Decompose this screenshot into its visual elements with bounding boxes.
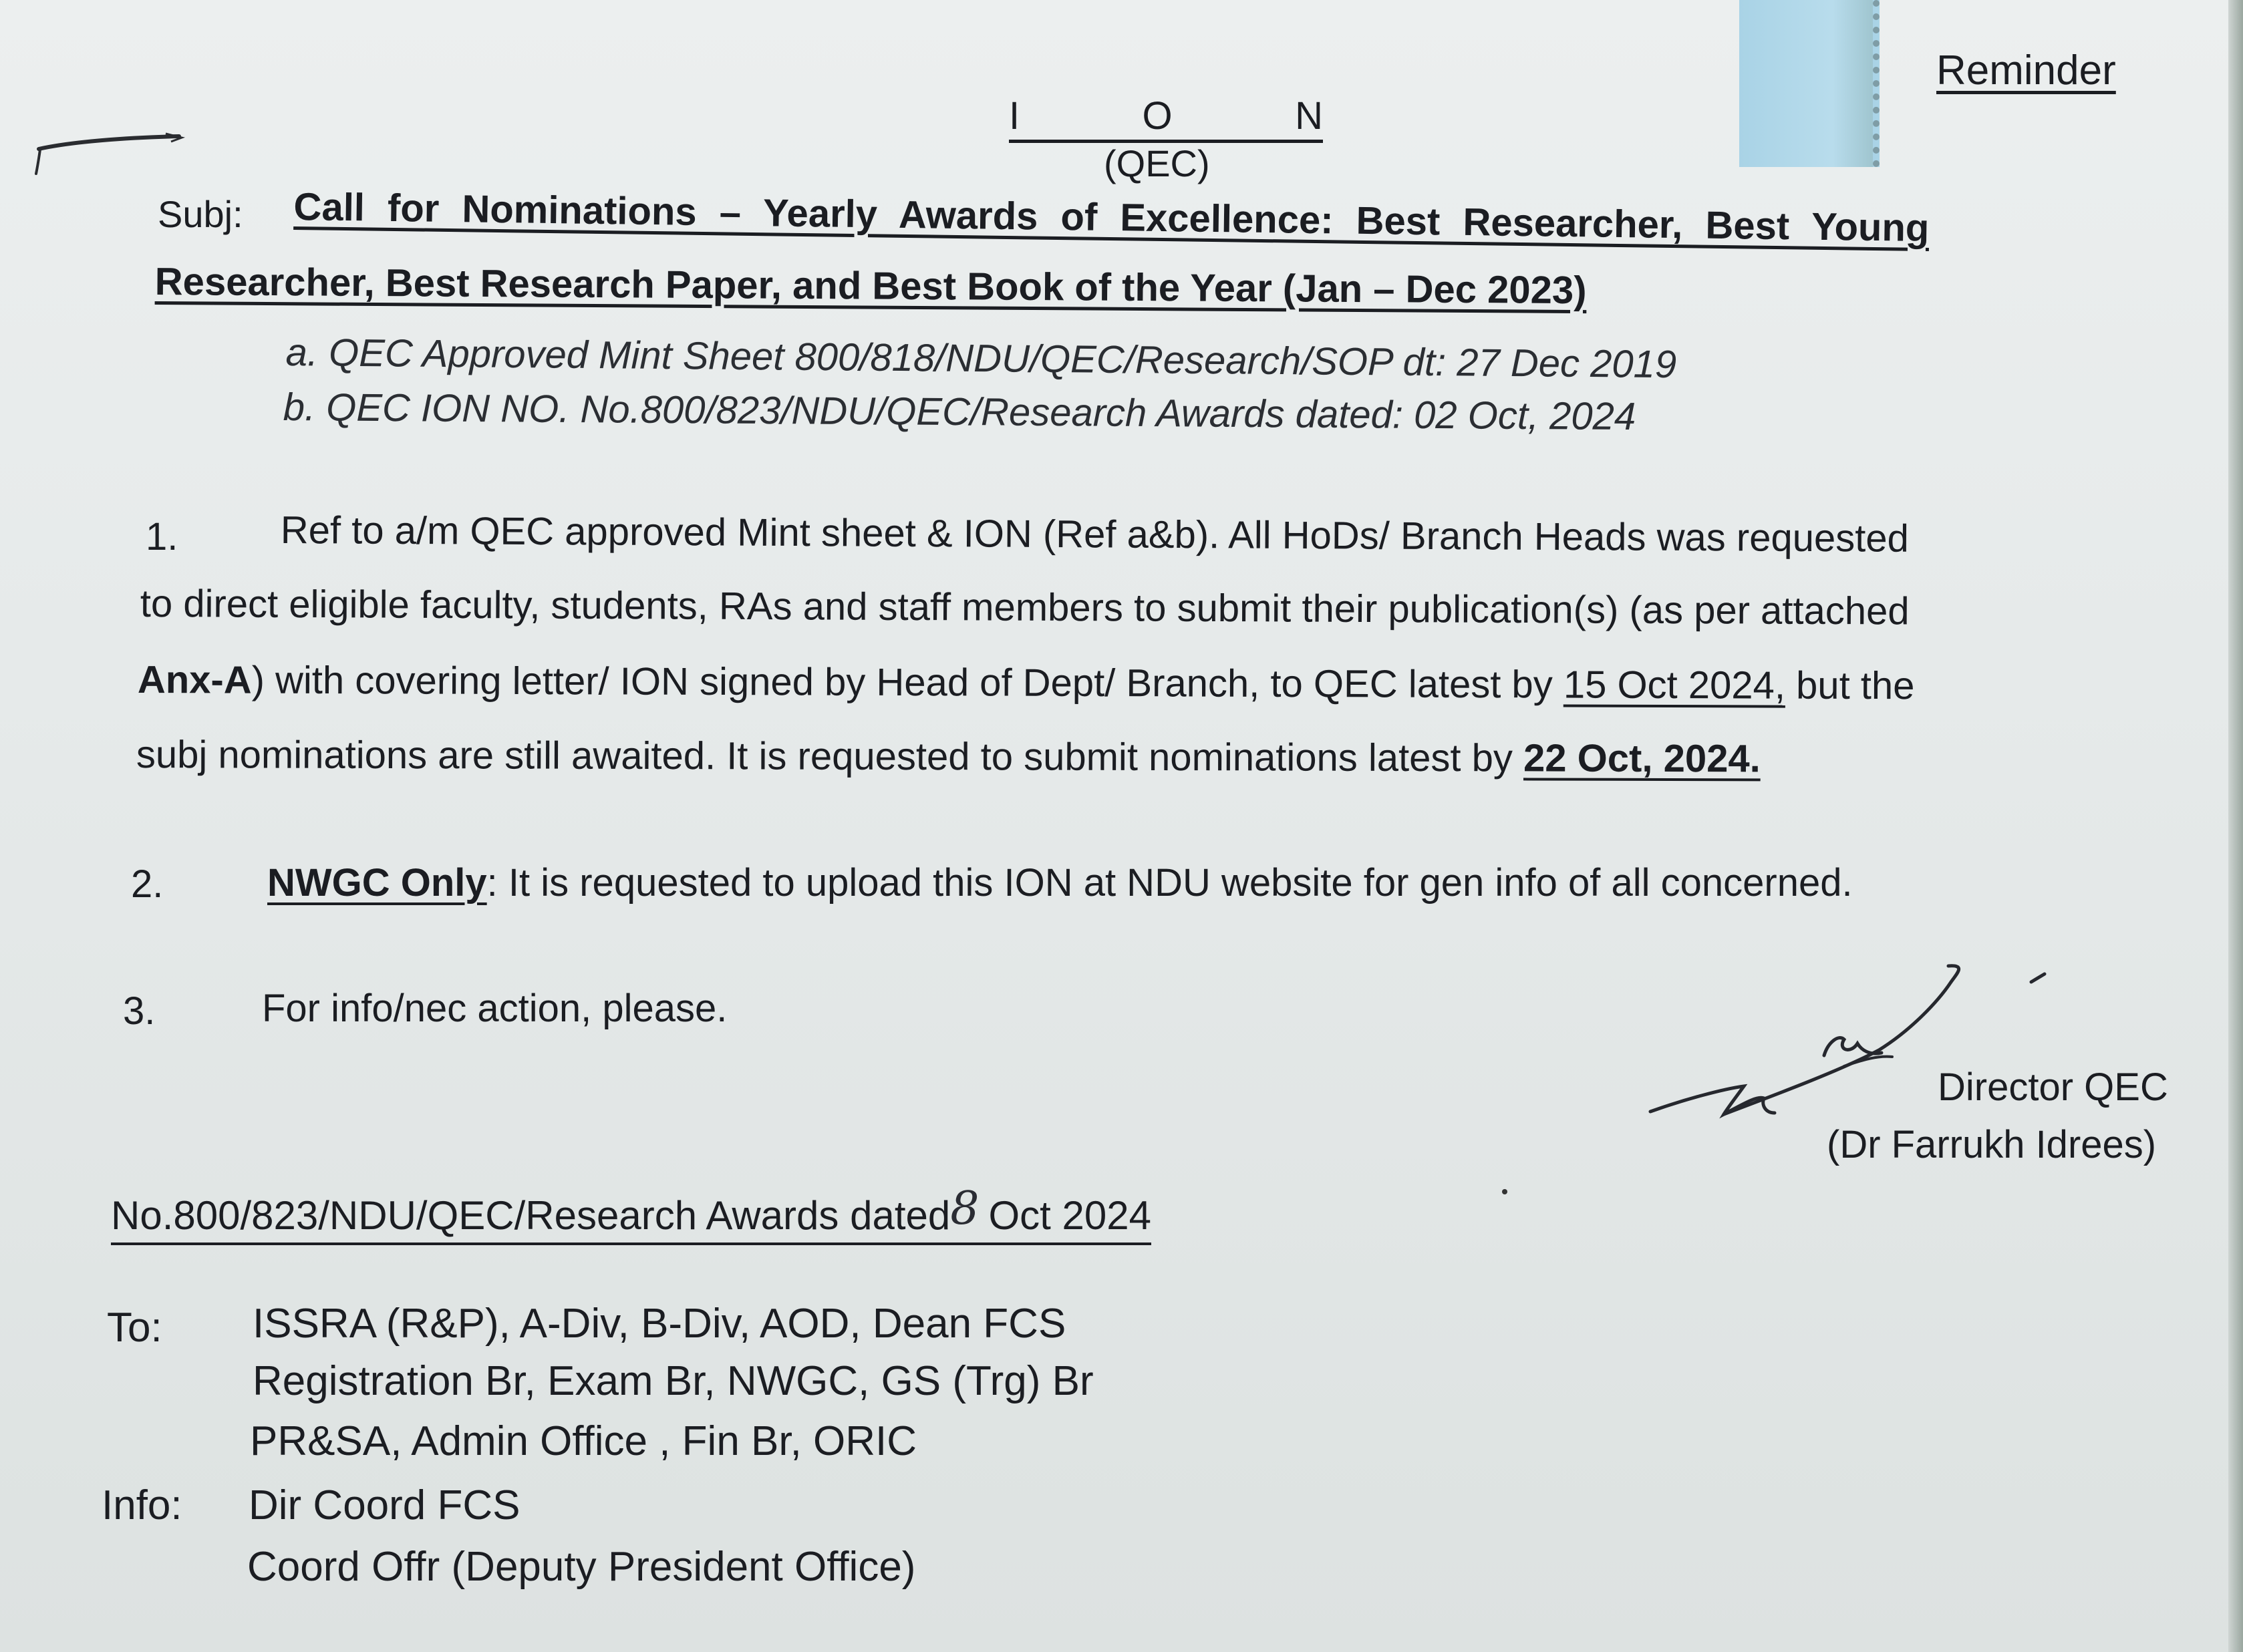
info-line-1: Dir Coord FCS	[249, 1482, 520, 1528]
annex-reference: Anx-A	[137, 658, 252, 702]
reminder-label: Reminder	[1936, 47, 2116, 94]
sticky-note	[1739, 0, 1880, 167]
paragraph-3-number: 3.	[123, 989, 156, 1033]
paragraph-1-number: 1.	[146, 515, 178, 558]
paragraph-1-line-4-text: subj nominations are still awaited. It is requested to submit nominations latest by	[136, 733, 1524, 780]
paragraph-2-number: 2.	[131, 862, 164, 906]
reference-number-suffix: Oct 2024	[988, 1193, 1151, 1238]
paragraph-1-line-3	[138, 657, 1915, 708]
reference-number-prefix: No.800/823/NDU/QEC/Research Awards dated	[111, 1193, 951, 1238]
to-line-2: Registration Br, Exam Br, NWGC, GS (Trg) Br	[253, 1358, 1094, 1404]
paragraph-2	[267, 860, 1853, 905]
subject-label: Subj:	[158, 193, 243, 235]
original-deadline: 15 Oct 2024,	[1563, 663, 1786, 707]
info-line-2: Coord Offr (Deputy President Office)	[247, 1544, 916, 1590]
nwgc-only-label: NWGC Only	[267, 861, 487, 904]
subject-line-2: Researcher, Best Research Paper, and Best Book of the Year (Jan – Dec 2023)	[154, 259, 1587, 313]
paragraph-2-text: : It is requested to upload this ION at NDU website for gen info of all concerned.	[486, 861, 1853, 904]
paragraph-1-line-4	[136, 732, 1761, 781]
to-line-3: PR&SA, Admin Office , Fin Br, ORIC	[250, 1418, 917, 1464]
ion-letter-n: N	[1295, 94, 1323, 138]
paragraph-3: For info/nec action, please.	[262, 987, 728, 1030]
paragraph-1-line-3-text: ) with covering letter/ ION signed by Head of Dept/ Branch, to QEC latest by	[251, 658, 1563, 707]
reference-b: b. QEC ION NO. No.800/823/NDU/QEC/Research Awards dated: 02 Oct, 2024	[283, 385, 1636, 439]
paragraph-1-line-2: to direct eligible faculty, students, RAs and staff members to submit their publication(s) (as per attached	[140, 582, 1910, 633]
paper-edge	[2228, 0, 2243, 1652]
to-line-1: ISSRA (R&P), A-Div, B-Div, AOD, Dean FCS	[253, 1301, 1066, 1347]
pen-mark-icon	[32, 132, 186, 179]
signatory-role: Director QEC	[1938, 1065, 2168, 1109]
reference-number	[111, 1182, 1151, 1245]
reference-a: a. QEC Approved Mint Sheet 800/818/NDU/QEC/Research/SOP dt: 27 Dec 2019	[285, 330, 1677, 387]
ink-dot	[1502, 1189, 1507, 1194]
ion-heading	[1009, 94, 1323, 143]
to-label: To:	[107, 1305, 162, 1351]
paragraph-1-line-3-end: but the	[1785, 663, 1915, 708]
paragraph-1-line-1: Ref to a/m QEC approved Mint sheet & ION (Ref a&b). All HoDs/ Branch Heads was requested	[280, 508, 1910, 560]
signatory-name: (Dr Farrukh Idrees)	[1827, 1123, 2157, 1166]
info-label: Info:	[102, 1482, 182, 1528]
qec-tag: (QEC)	[1104, 142, 1210, 184]
ion-letter-i: I	[1009, 94, 1020, 138]
subject-line-1: Call for Nominations – Yearly Awards of Excellence: Best Researcher, Best Young	[293, 184, 1930, 251]
new-deadline: 22 Oct, 2024.	[1523, 736, 1761, 781]
ion-letter-o: O	[1142, 94, 1173, 138]
handwritten-day: 8	[950, 1182, 980, 1235]
